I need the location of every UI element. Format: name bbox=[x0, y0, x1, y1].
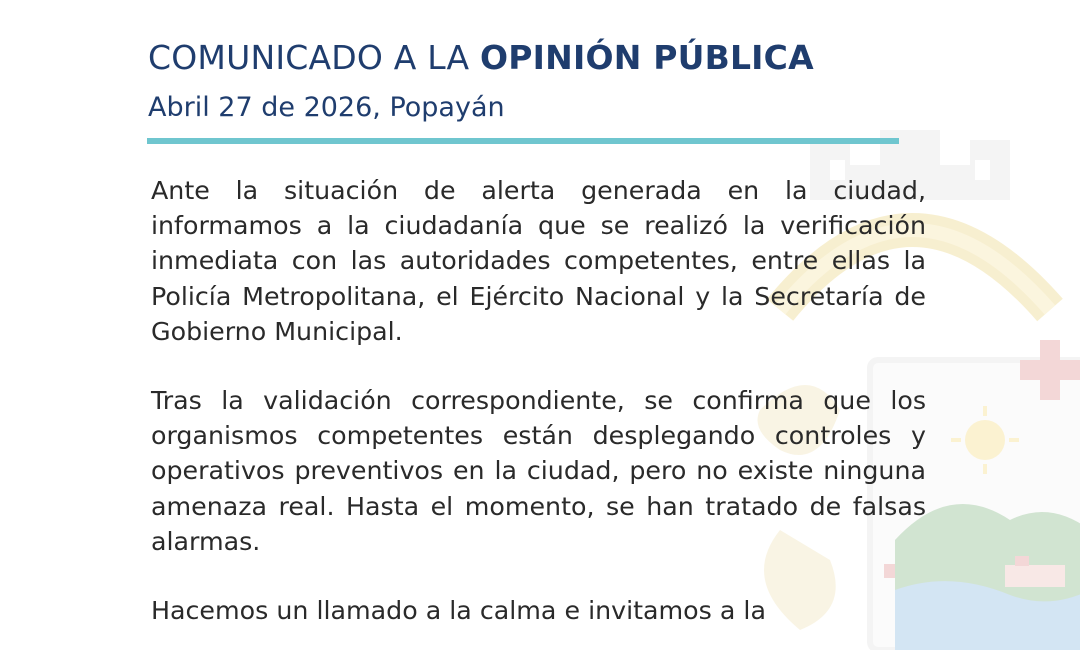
title-bold: OPINIÓN PÚBLICA bbox=[480, 38, 814, 77]
divider bbox=[147, 138, 899, 144]
statement-body bbox=[151, 173, 926, 662]
date-place: Abril 27 de 2026, Popayán bbox=[148, 92, 505, 123]
paragraph: Tras la validación correspondiente, se confirma que los organismos competentes están desplegando controles y operativos preventivos en la ciudad, pero no existe ninguna amenaza real. Hasta el momento, se han tratado de falsas alarmas. bbox=[151, 386, 926, 556]
page-title bbox=[148, 38, 814, 77]
paragraph: Hacemos un llamado a la calma e invitamos a la bbox=[151, 596, 766, 626]
paragraph: Ante la situación de alerta generada en la ciudad, informamos a la ciudadanía que se realizó la verificación inmediata con las autoridades competentes, entre ellas la Policía Metropolitana, el Ejército Nacional y la Secretaría de Gobierno Municipal. bbox=[151, 176, 926, 346]
title-regular: COMUNICADO A LA bbox=[148, 38, 481, 77]
